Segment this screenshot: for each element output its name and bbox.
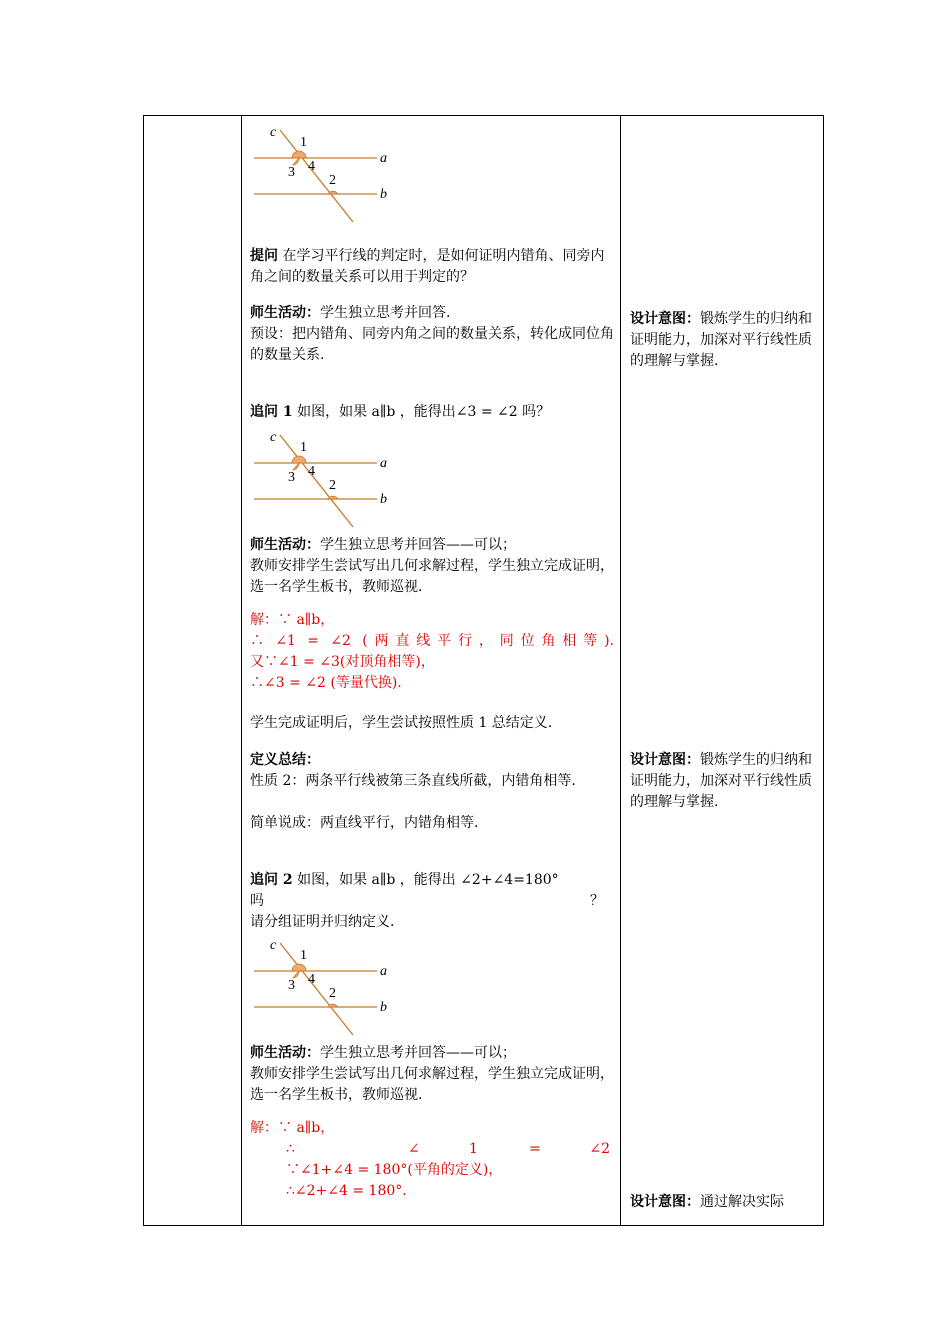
label-angle-4: 4 [308,464,315,479]
question-text: 在学习平行线的判定时，是如何证明内错角、同旁内角之间的数量关系可以用于判定的？ [250,248,605,285]
followup-1-label: 追问 1 [250,404,293,420]
label-b: b [380,187,387,202]
q2-sol2-angle2: ∠2 [589,1141,610,1157]
question-paragraph [250,246,614,288]
q1-activity-label: 师生活动： [250,537,320,553]
followup-2-line-2-left: 吗 [250,893,264,909]
q2-activity-label: 师生活动： [250,1045,320,1061]
label-angle-3: 3 [288,978,295,993]
design-intent-1-text: 锻炼学生的归纳和证明能力，加深对平行线性质的理解与掌握. [630,311,812,369]
q2-solution-line-3: ∵∠1+∠4 = 180°(平角的定义)， [286,1162,503,1178]
q1-activity-text2: 教师安排学生尝试写出几何求解过程，学生独立完成证明，选一名学生板书，教师巡视. [250,558,614,595]
followup-2-label: 追问 2 [250,872,293,888]
preset-paragraph: 预设：把内错角、同旁内角之间的数量关系，转化成同位角的数量关系. [250,326,614,363]
label-angle-3: 3 [288,470,295,485]
column-divider-left [241,116,242,1225]
q2-activity-text: 学生独立思考并回答——可以； [320,1045,516,1061]
q2-activity-paragraph [250,1043,614,1064]
label-angle-4: 4 [308,972,315,987]
design-intent-2-text: 锻炼学生的归纳和证明能力，加深对平行线性质的理解与掌握. [630,752,812,810]
label-angle-3: 3 [288,165,295,180]
design-intent-1-label: 设计意图： [630,311,700,327]
q2-solution-line-2 [250,1139,614,1160]
followup-2-line-2 [250,891,614,912]
definition-text-2: 简单说成：两直线平行，内错角相等. [250,815,479,831]
design-intent-1 [630,309,818,372]
label-c: c [270,125,277,140]
label-angle-1: 1 [300,948,307,963]
label-angle-2: 2 [329,986,336,1001]
parallel-lines-figure-1 [250,122,410,234]
activity-text: 学生独立思考并回答. [320,305,451,321]
q2-sol2-one: 1 [469,1141,478,1157]
q2-activity-text2: 教师安排学生尝试写出几何求解过程，学生独立完成证明，选一名学生板书，教师巡视. [250,1066,614,1103]
q1-activity-paragraph [250,535,614,556]
label-a: a [380,456,387,471]
question-label: 提问 [250,248,278,264]
q1-solution-line-2: ∴ ∠1 = ∠2 (两直线平行，同位角相等). [250,633,614,649]
column-divider-right [620,116,621,1225]
label-angle-2: 2 [329,173,336,188]
activity-paragraph [250,303,614,324]
definition-text-1: 性质 2：两条平行线被第三条直线所截，内错角相等. [250,773,576,789]
parallel-lines-figure-3 [250,935,410,1047]
q1-after-text: 学生完成证明后，学生尝试按照性质 1 总结定义. [250,715,553,731]
q2-solution-line-4: ∴∠2+∠4 = 180°. [286,1183,407,1199]
followup-2-line-2-right: ？ [590,893,604,909]
label-angle-2: 2 [329,478,336,493]
q1-solution-line-4: ∴∠3 = ∠2 (等量代换). [250,675,402,691]
definition-label: 定义总结： [250,752,320,768]
q1-activity-text: 学生独立思考并回答——可以； [320,537,516,553]
label-c: c [270,430,277,445]
q2-sol2-therefore: ∴ [286,1141,295,1157]
q2-sol2-equals: = [529,1141,541,1157]
label-angle-4: 4 [308,159,315,174]
design-intent-2 [630,750,818,813]
followup-2-line-3: 请分组证明并归纳定义. [250,914,395,930]
followup-2-paragraph [250,870,614,891]
followup-1-text: 如图，如果 a∥b ，能得出∠3 = ∠2 吗？ [292,404,551,420]
label-a: a [380,964,387,979]
design-intent-3 [630,1192,818,1213]
label-b: b [380,492,387,507]
parallel-lines-figure-2 [250,427,410,539]
q1-solution-line-3: 又∵∠1 = ∠3(对顶角相等)， [250,654,435,670]
lesson-table [143,115,824,1226]
label-angle-1: 1 [300,440,307,455]
label-b: b [380,1000,387,1015]
activity-label: 师生活动： [250,305,320,321]
q1-solution-line-1: 解：∵ a∥b， [250,612,335,628]
design-intent-3-label: 设计意图： [630,1194,700,1210]
q2-sol2-angle: ∠ [408,1141,420,1157]
label-a: a [380,151,387,166]
label-angle-1: 1 [300,135,307,150]
design-intent-3-text: 通过解决实际 [700,1194,784,1210]
q2-solution-line-1: 解：∵ a∥b， [250,1120,335,1136]
design-intent-2-label: 设计意图： [630,752,700,768]
followup-1-paragraph [250,402,614,423]
label-c: c [270,938,277,953]
followup-2-text: 如图，如果 a∥b ，能得出 ∠2+∠4=180° [292,872,559,888]
